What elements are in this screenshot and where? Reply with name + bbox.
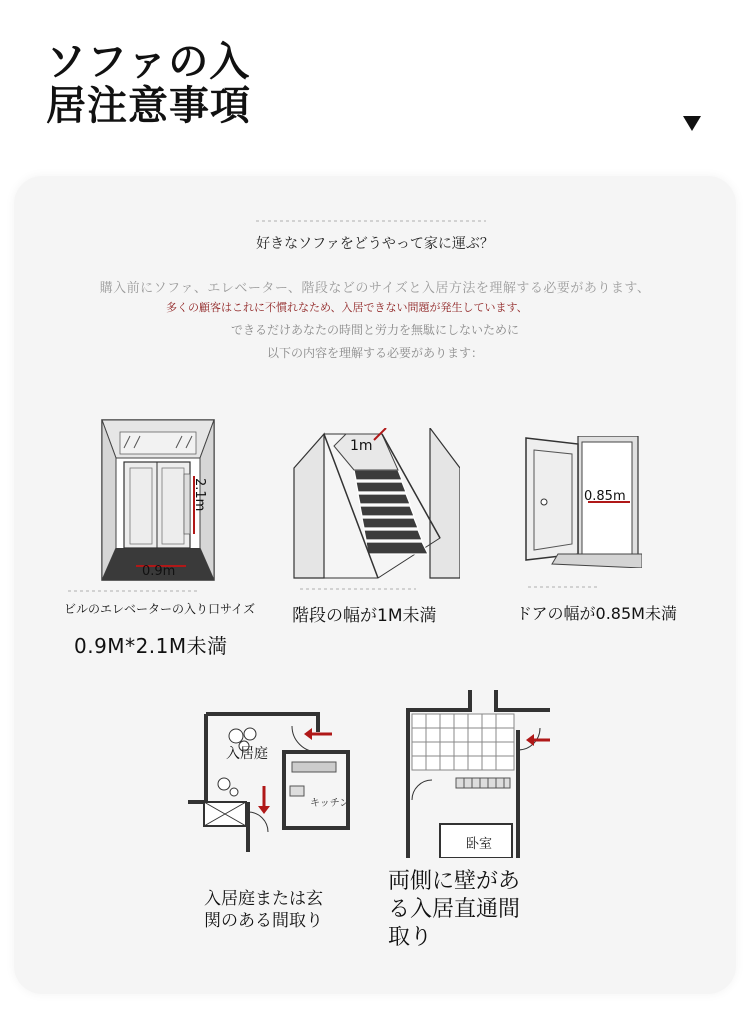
bedroom-label: 卧室 bbox=[466, 837, 493, 852]
elevator-size: 0.9M*2.1M未満 bbox=[74, 634, 228, 658]
decorative-divider bbox=[256, 220, 486, 222]
elevator-illustration bbox=[100, 418, 216, 582]
courtyard-room-label: 入居庭 bbox=[226, 746, 268, 762]
intro-line-1: 購入前にソファ、エレベーター、階段などのサイズと入居方法を理解する必要があります、 bbox=[99, 281, 651, 296]
title-line-2: 居注意事項 bbox=[46, 83, 251, 129]
decorative-divider bbox=[68, 590, 198, 592]
courtyard-floorplan-illustration bbox=[188, 712, 360, 858]
stairs-caption: 階段の幅が1M未満 bbox=[292, 606, 437, 626]
decorative-divider bbox=[300, 588, 416, 590]
elevator-height-tag: 2.1m bbox=[192, 478, 207, 512]
intro-question: 好きなソファをどうやって家に運ぶ？ bbox=[256, 236, 494, 252]
intro-line-2: 多くの顧客はこれに不慣れなため、入居できない問題が発生しています、 bbox=[166, 301, 528, 314]
door-width-tag: 0.85m bbox=[584, 489, 626, 504]
corridor-floorplan-illustration bbox=[400, 690, 552, 858]
corridor-caption-line-2: る入居直通間 bbox=[388, 897, 521, 922]
courtyard-caption bbox=[204, 888, 323, 932]
door-illustration bbox=[522, 436, 642, 568]
elevator-width-tag: 0.9m bbox=[142, 564, 176, 579]
courtyard-caption-line-1: 入居庭または玄 bbox=[204, 889, 323, 909]
elevator-caption: ビルのエレベーターの入り口サイズ bbox=[64, 602, 256, 616]
corridor-caption-line-3: 取り bbox=[388, 925, 433, 950]
intro-line-4: 以下の内容を理解する必要があります： bbox=[266, 346, 483, 360]
corridor-caption bbox=[388, 868, 520, 952]
intro-line-3: できるだけあなたの時間と労力を無駄にしないために bbox=[230, 323, 519, 337]
triangle-down-icon[interactable] bbox=[683, 116, 701, 131]
page-title bbox=[46, 40, 251, 128]
title-line-1: ソファの入 bbox=[46, 39, 251, 85]
decorative-divider bbox=[528, 586, 598, 588]
kitchen-label: キッチン bbox=[310, 798, 350, 809]
stairs-width-tag: 1m bbox=[350, 438, 373, 454]
courtyard-caption-line-2: 関のある間取り bbox=[204, 911, 323, 931]
door-caption: ドアの幅が0.85M未満 bbox=[516, 604, 677, 623]
corridor-caption-line-1: 両側に壁があ bbox=[388, 869, 521, 894]
stairs-illustration bbox=[290, 428, 460, 582]
